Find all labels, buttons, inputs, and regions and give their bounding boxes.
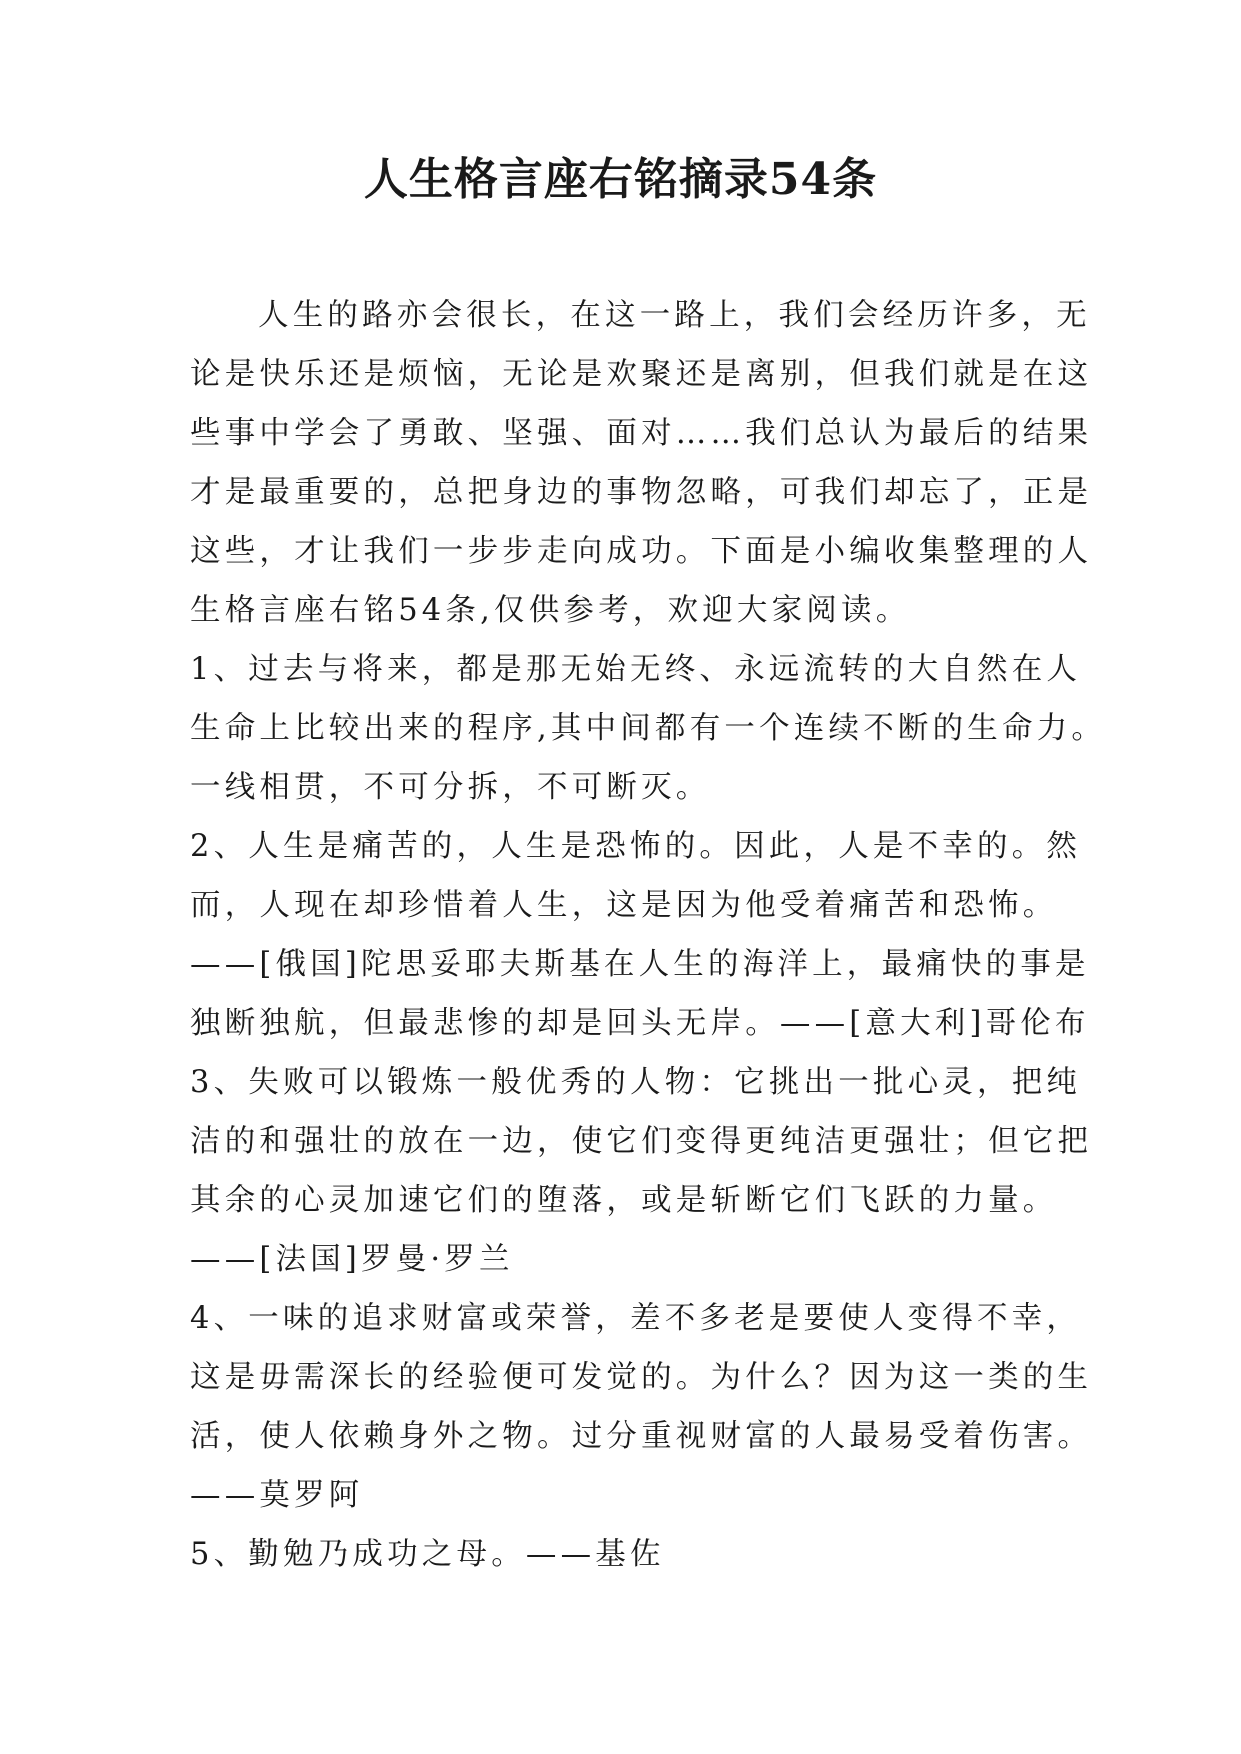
quote-line: 洁的和强壮的放在一边，使它们变得更纯洁更强壮；但它把 [190,1124,1093,1159]
quote-line: 5、勤勉乃成功之母。——基佐 [190,1537,665,1572]
intro-line: 人生的路亦会很长，在这一路上，我们会经历许多，无 [258,298,1091,333]
quote-line: ——莫罗阿 [190,1478,364,1513]
quote-line: 独断独航，但最悲惨的却是回头无岸。——[意大利]哥伦布 [190,1006,1090,1041]
quote-line: 生命上比较出来的程序,其中间都有一个连续不断的生命力。 [190,711,1107,746]
quote-line: ——[俄国]陀思妥耶夫斯基在人生的海洋上，最痛快的事是 [190,947,1090,982]
quote-line: 其余的心灵加速它们的堕落，或是斩断它们飞跃的力量。 [190,1183,1058,1218]
quote-line: 这是毋需深长的经验便可发觉的。为什么？因为这一类的生 [190,1360,1093,1395]
quote-line: 一线相贯，不可分拆，不可断灭。 [190,770,711,805]
document-body [190,286,1107,1584]
quote-line: 而，人现在却珍惜着人生，这是因为他受着痛苦和恐怖。 [190,888,1058,923]
quote-line: 1、过去与将来，都是那无始无终、永远流转的大自然在人 [190,652,1082,687]
quote-line: 4、一味的追求财富或荣誉，差不多老是要使人变得不幸， [190,1301,1082,1336]
quote-line: 3、失败可以锻炼一般优秀的人物：它挑出一批心灵，把纯 [190,1065,1082,1100]
intro-line: 这些，才让我们一步步走向成功。下面是小编收集整理的人 [190,534,1093,569]
intro-line: 才是最重要的，总把身边的事物忽略，可我们却忘了，正是 [190,475,1093,510]
quote-line: 活，使人依赖身外之物。过分重视财富的人最易受着伤害。 [190,1419,1093,1454]
quote-line: ——[法国]罗曼·罗兰 [190,1242,514,1277]
intro-line: 些事中学会了勇敢、坚强、面对……我们总认为最后的结果 [190,416,1093,451]
intro-line: 论是快乐还是烦恼，无论是欢聚还是离别，但我们就是在这 [190,357,1093,392]
document-title: 人生格言座右铭摘录54条 [363,154,878,205]
quote-line: 2、人生是痛苦的，人生是恐怖的。因此，人是不幸的。然 [190,829,1082,864]
intro-line: 生格言座右铭54条,仅供参考，欢迎大家阅读。 [190,593,911,628]
